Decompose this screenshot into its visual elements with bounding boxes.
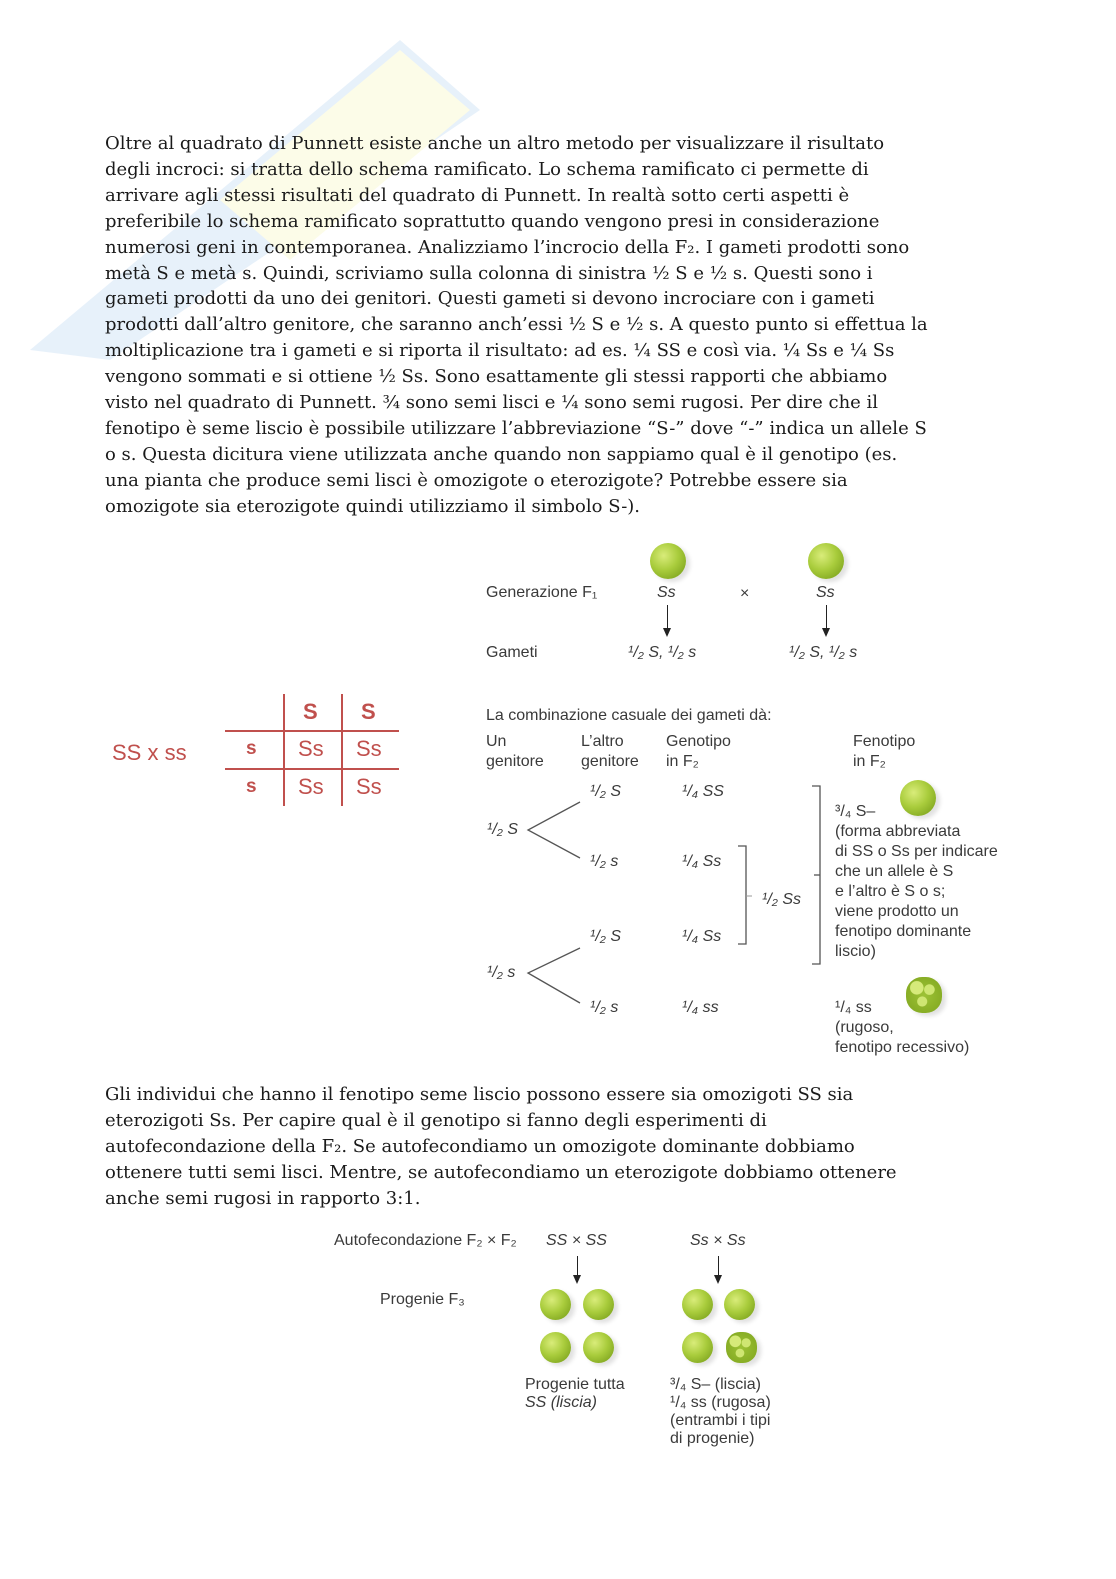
phenotype-line: fenotipo recessivo): [835, 1039, 970, 1056]
genotype-f2: ¹/₄ Ss: [682, 928, 722, 945]
punnett-cross-label: SS x ss: [112, 740, 187, 765]
genotype-f2: ¹/₄ Ss: [682, 853, 722, 870]
dominant-phenotype-text: [835, 802, 998, 962]
header-line: Genotipo: [666, 733, 731, 750]
text-line: autofecondazione della F₂. Se autofecondiamo un omozigote dominante dobbiamo: [105, 1135, 855, 1157]
heterozygote-sum: ¹/₂ Ss: [762, 891, 801, 908]
wrinkled-pea-icon: [726, 1332, 757, 1363]
arrow-down-icon: [826, 605, 827, 635]
genotype-f2: ¹/₄ SS: [682, 783, 724, 800]
left-gamete: ¹/₂ s: [487, 964, 516, 981]
text-line: fenotipo è seme liscio è possibile utilizzare l’abbreviazione “S-” dove “-” indica un allele S: [105, 417, 927, 439]
punnett-cell: Ss: [298, 774, 324, 799]
header-genotype: [666, 732, 731, 772]
header-line: L’altro: [581, 733, 624, 750]
header-line: genitore: [486, 753, 544, 770]
punnett-row-header: s: [246, 738, 257, 759]
text-line: gameti prodotti da uno dei genitori. Questi gameti si devono incrociare con i gameti: [105, 288, 875, 310]
text-line: Oltre al quadrato di Punnett esiste anche un altro metodo per visualizzare il risultato: [105, 133, 885, 154]
punnett-line: [225, 768, 399, 770]
punnett-col-header: S: [303, 699, 318, 724]
text-line: anche semi rugosi in rapporto 3:1.: [105, 1187, 421, 1209]
text-line: preferibile lo schema ramificato soprattutto quando vengono presi in considerazione: [105, 210, 880, 232]
combination-title: La combinazione casuale dei gameti dà:: [486, 707, 772, 724]
result-line: ³/₄ S– (liscia): [670, 1376, 761, 1393]
cross-symbol: ×: [740, 585, 750, 602]
arrow-down-icon: [577, 1256, 578, 1282]
text-line: arrivare agli stessi risultati del quadrato di Punnett. In realtà sotto certi aspetti è: [105, 184, 850, 206]
text-line: omozigote sia eterozigote quindi utilizziamo il simbolo S-).: [105, 495, 641, 517]
phenotype-line: ¹/₄ ss: [835, 999, 872, 1016]
result-line: di progenie): [670, 1430, 755, 1447]
text-line: o s. Questa dicitura viene utilizzata anche quando non sappiamo qual è il genotipo (es.: [105, 443, 898, 465]
phenotype-line: ³/₄ S–: [835, 803, 876, 820]
phenotype-line: di SS o Ss per indicare: [835, 843, 998, 860]
text-line: eterozigoti Ss. Per capire qual è il genotipo si fanno degli esperimenti di: [105, 1109, 767, 1131]
result-homozygous: [525, 1376, 625, 1412]
brackets: [730, 780, 830, 980]
phenotype-line: liscio): [835, 943, 876, 960]
phenotype-line: viene prodotto un: [835, 903, 959, 920]
punnett-col-header: S: [361, 699, 376, 724]
phenotype-line: fenotipo dominante: [835, 923, 972, 940]
phenotype-line: (forma abbreviata: [835, 823, 961, 840]
other-gamete: ¹/₂ S: [590, 783, 621, 800]
header-line: in F₂: [853, 753, 886, 770]
header-line: Fenotipo: [853, 733, 916, 750]
result-line: (entrambi i tipi: [670, 1412, 771, 1429]
parent-genotype: Ss: [816, 584, 835, 601]
header-phenotype: [853, 732, 915, 772]
other-gamete: ¹/₂ S: [590, 928, 621, 945]
genotype-f2: ¹/₄ ss: [682, 999, 719, 1016]
parent-genotype: Ss: [657, 584, 676, 601]
header-line: genitore: [581, 753, 639, 770]
header-line: in F₂: [666, 753, 699, 770]
smooth-pea-icon: [540, 1289, 571, 1320]
text-line: visto nel quadrato di Punnett. ¾ sono semi lisci e ¼ sono semi rugosi. Per dire che il: [105, 392, 879, 413]
arrow-down-icon: [718, 1256, 719, 1282]
gametes-value: ¹/₂ S, ¹/₂ s: [628, 644, 697, 661]
left-gamete: ¹/₂ S: [487, 821, 518, 838]
phenotype-line: che un allele è S: [835, 863, 954, 880]
text-line: numerosi geni in contemporanea. Analizziamo l’incrocio della F₂. I gameti prodotti sono: [105, 236, 910, 258]
text-line: Gli individui che hanno il fenotipo seme liscio possono essere sia omozigoti SS sia: [105, 1084, 854, 1105]
branch-lines: [520, 790, 590, 1020]
smooth-pea-icon: [583, 1332, 614, 1363]
smooth-pea-icon: [540, 1332, 571, 1363]
smooth-pea-icon: [650, 543, 686, 579]
smooth-pea-icon: [808, 543, 844, 579]
punnett-row-header: s: [246, 776, 257, 797]
text-line: una pianta che produce semi lisci è omozigote o eterozigote? Potrebbe essere sia: [105, 469, 848, 491]
text-line: prodotti dall’altro genitore, che saranno anch’essi ½ S e ½ s. A questo punto si effettua la: [105, 314, 928, 336]
header-other-parent: [581, 732, 639, 772]
punnett-cell: Ss: [356, 736, 382, 761]
cross-homozygous: SS × SS: [546, 1232, 607, 1249]
other-gamete: ¹/₂ s: [590, 999, 619, 1016]
punnett-cell: Ss: [356, 774, 382, 799]
result-line: Progenie tutta: [525, 1376, 625, 1393]
result-heterozygous: [670, 1376, 771, 1448]
cross-heterozygous: Ss × Ss: [690, 1232, 746, 1249]
header-one-parent: [486, 732, 544, 772]
generation-label: Generazione F₁: [486, 584, 598, 601]
text-line: metà S e metà s. Quindi, scriviamo sulla colonna di sinistra ½ S e ½ s. Questi sono i: [105, 262, 873, 284]
smooth-pea-icon: [682, 1289, 713, 1320]
punnett-line: [341, 694, 343, 806]
punnett-cell: Ss: [298, 736, 324, 761]
gametes-label: Gameti: [486, 644, 538, 661]
gametes-value: ¹/₂ S, ¹/₂ s: [789, 644, 858, 661]
phenotype-line: (rugoso,: [835, 1019, 894, 1036]
result-line: ¹/₄ ss (rugosa): [670, 1394, 771, 1411]
smooth-pea-icon: [583, 1289, 614, 1320]
result-line: SS (liscia): [525, 1394, 598, 1411]
arrow-down-icon: [667, 605, 668, 635]
text-line: moltiplicazione tra i gameti e si riporta il risultato: ad es. ¼ SS e così via. ¼ Ss e ¼ Ss: [105, 340, 895, 362]
self-fertilization-label: Autofecondazione F₂ × F₂: [334, 1232, 517, 1249]
text-line: ottenere tutti semi lisci. Mentre, se autofecondiamo un eterozigote dobbiamo ottenere: [105, 1161, 897, 1183]
recessive-phenotype-text: [835, 998, 969, 1058]
punnett-line: [283, 694, 285, 806]
other-gamete: ¹/₂ s: [590, 853, 619, 870]
progeny-label: Progenie F₃: [380, 1291, 465, 1308]
smooth-pea-icon: [682, 1332, 713, 1363]
header-line: Un: [486, 733, 507, 750]
phenotype-line: e l’altro è S o s;: [835, 883, 946, 900]
punnett-line: [225, 730, 399, 732]
smooth-pea-icon: [724, 1289, 755, 1320]
text-line: degli incroci: si tratta dello schema ramificato. Lo schema ramificato ci permette di: [105, 158, 869, 180]
text-line: vengono sommati e si ottiene ½ Ss. Sono esattamente gli stessi rapporti che abbiamo: [105, 366, 888, 388]
